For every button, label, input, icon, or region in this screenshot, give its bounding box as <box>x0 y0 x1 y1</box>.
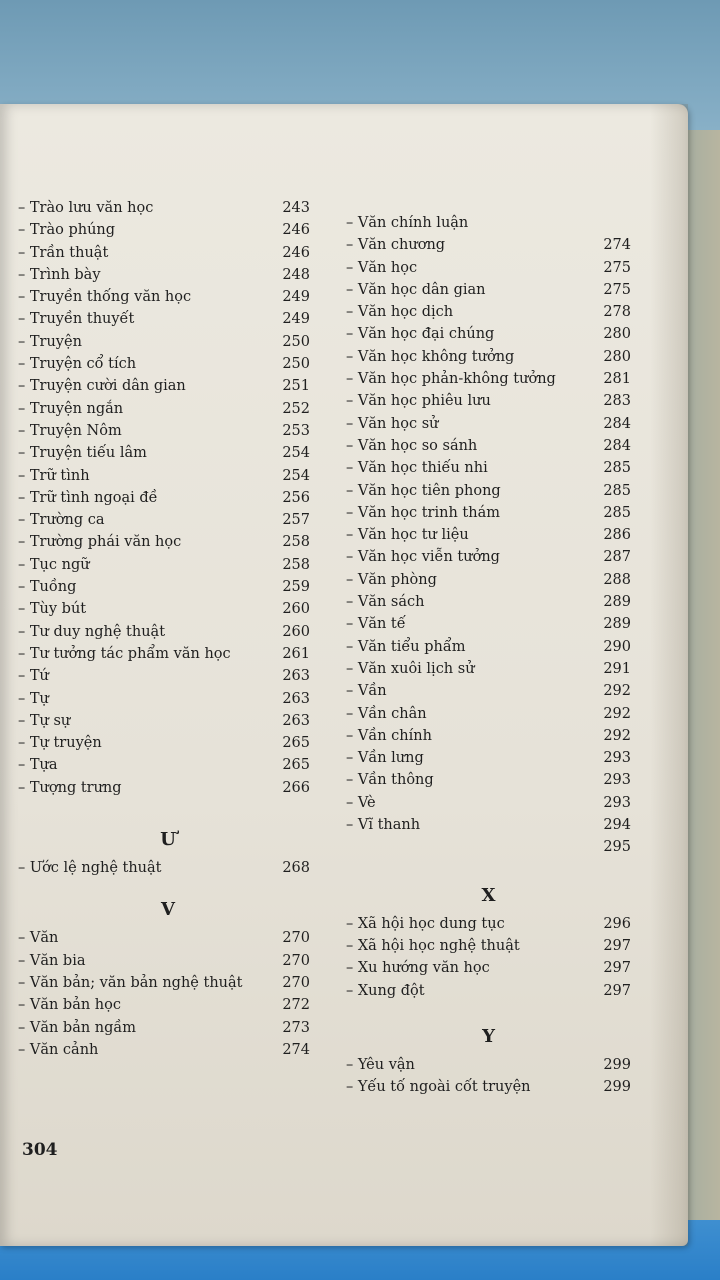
entry-term: – Tựa <box>18 757 58 774</box>
entry-term: – Văn học sử <box>346 415 439 432</box>
entry-term: – Tư duy nghệ thuật <box>18 623 166 640</box>
entry-term: – Vần chân <box>346 705 427 722</box>
index-entry <box>346 483 631 505</box>
entry-term: – Văn học đại chúng <box>346 326 495 343</box>
section-heading-x: X <box>481 884 496 906</box>
entry-page-number: 285 <box>603 460 631 477</box>
index-entry <box>18 356 318 378</box>
index-group-u <box>18 860 318 882</box>
entry-term: – Văn học trinh thám <box>346 504 500 521</box>
entry-page-number: 289 <box>603 616 631 633</box>
entry-page-number: 253 <box>282 422 310 439</box>
entry-term: – Văn học <box>346 259 418 276</box>
entry-page-number: 254 <box>282 467 310 484</box>
entry-page-number: 292 <box>603 727 631 744</box>
index-entry <box>18 401 318 423</box>
entry-term: – Văn chính luận <box>346 215 469 231</box>
entry-term: – Yếu tố ngoài cốt truyện <box>346 1079 531 1096</box>
entry-term: – Trường phái văn học <box>18 534 182 551</box>
entry-term: – Vần <box>346 683 387 700</box>
entry-page-number: 274 <box>603 237 631 254</box>
index-entry <box>346 616 631 638</box>
entry-term: – Trào phúng <box>18 222 116 239</box>
entry-page-number: 286 <box>603 527 631 544</box>
index-entry <box>18 646 318 668</box>
entry-page-number: 248 <box>282 266 310 283</box>
entry-term: – Văn phòng <box>346 571 437 588</box>
entry-page-number: 272 <box>282 997 310 1014</box>
entry-page-number: 293 <box>603 794 631 811</box>
entry-term: – Ước lệ nghệ thuật <box>18 860 162 877</box>
index-entry <box>346 282 631 304</box>
entry-term: – Trường ca <box>18 512 105 529</box>
entry-page-number: 270 <box>282 952 310 969</box>
index-entry <box>346 916 631 938</box>
entry-page-number: 295 <box>603 839 631 856</box>
entry-page-number: 289 <box>603 594 631 611</box>
entry-page-number: 270 <box>282 974 310 991</box>
index-entry <box>346 1057 631 1079</box>
entry-page-number: 252 <box>282 400 310 417</box>
entry-term: – Vè <box>346 794 376 811</box>
index-entry <box>18 334 318 356</box>
entry-term: – Xã hội học dung tục <box>346 915 505 932</box>
index-entry <box>346 527 631 549</box>
index-entry <box>18 930 318 952</box>
entry-page-number: 294 <box>603 817 631 834</box>
entry-page-number: 292 <box>603 683 631 700</box>
entry-term: – Văn tế <box>346 616 406 633</box>
index-group-x <box>346 916 631 1005</box>
entry-page-number: 284 <box>603 415 631 432</box>
index-entry <box>346 750 631 772</box>
entry-page-number: 243 <box>282 200 310 216</box>
entry-page-number: 256 <box>282 489 310 506</box>
entry-term: – Văn chương <box>346 237 446 254</box>
index-entry <box>18 579 318 601</box>
entry-term: – Văn bản ngầm <box>18 1019 137 1036</box>
index-entry <box>346 460 631 482</box>
entry-page-number: 249 <box>282 289 310 306</box>
entry-term: – Truyện ngắn <box>18 400 124 417</box>
index-entry <box>346 817 631 839</box>
entry-term: – Văn <box>18 930 59 947</box>
entry-term: – Tùy bút <box>18 601 87 618</box>
index-group-t <box>18 200 318 802</box>
index-entry <box>18 1020 318 1042</box>
index-entry <box>346 960 631 982</box>
entry-page-number: 275 <box>603 281 631 298</box>
section-heading-v: V <box>161 899 175 921</box>
entry-page-number: 270 <box>282 930 310 947</box>
index-entry <box>18 1042 318 1064</box>
index-entry <box>18 378 318 400</box>
entry-page-number: 297 <box>603 937 631 954</box>
index-entry <box>346 416 631 438</box>
entry-term: – Văn học viễn tưởng <box>346 549 500 566</box>
index-entry <box>18 468 318 490</box>
entry-term: – Văn học dịch <box>346 304 454 321</box>
entry-page-number: 285 <box>603 482 631 499</box>
index-entry <box>346 371 631 393</box>
right-column <box>346 215 631 1101</box>
entry-term: – Văn học phản-không tưởng <box>346 371 556 388</box>
entry-page-number: 273 <box>282 1019 310 1036</box>
index-entry <box>346 938 631 960</box>
entry-page-number: 293 <box>603 772 631 789</box>
entry-page-number: 265 <box>282 757 310 774</box>
entry-page-number: 246 <box>282 244 310 261</box>
entry-term: – Văn bản; văn bản nghệ thuật <box>18 974 243 991</box>
index-entry <box>18 245 318 267</box>
entry-term: – Xã hội học nghệ thuật <box>346 937 520 954</box>
entry-page-number: 280 <box>603 348 631 365</box>
index-entry <box>346 983 631 1005</box>
index-entry <box>18 953 318 975</box>
entry-term: – Văn học dân gian <box>346 281 486 298</box>
entry-page-number: 299 <box>603 1079 631 1096</box>
page-fold-shadow <box>650 104 688 1246</box>
entry-page-number: 258 <box>282 556 310 573</box>
entry-page-number: 263 <box>282 668 310 685</box>
entry-term: – Văn tiểu phẩm <box>346 638 466 655</box>
index-entry <box>346 1079 631 1101</box>
entry-term: – Trữ tình ngoại đề <box>18 489 158 506</box>
entry-term: – Văn học tư liệu <box>346 527 469 544</box>
index-entry <box>346 661 631 683</box>
entry-term: – Truyện tiếu lâm <box>18 445 147 462</box>
entry-term: – Văn học không tưởng <box>346 348 515 365</box>
index-entry <box>346 594 631 616</box>
entry-term: – Truyền thuyết <box>18 311 135 328</box>
entry-term: – Văn bản học <box>18 997 121 1014</box>
index-entry <box>346 795 631 817</box>
entry-term: – Văn học tiên phong <box>346 482 501 499</box>
entry-page-number: 249 <box>282 311 310 328</box>
entry-term: – Yêu vận <box>346 1056 415 1073</box>
section-heading-y: Y <box>482 1025 495 1047</box>
entry-term: – Truyện cười dân gian <box>18 378 186 395</box>
index-entry <box>18 997 318 1019</box>
entry-page-number: 292 <box>603 705 631 722</box>
index-entry <box>18 668 318 690</box>
index-entry <box>18 222 318 244</box>
entry-page-number: 250 <box>282 333 310 350</box>
entry-term: – Trình bày <box>18 266 101 283</box>
index-entry <box>18 200 318 222</box>
index-entry <box>346 639 631 661</box>
entry-page-number: 291 <box>603 660 631 677</box>
index-entry <box>346 839 631 861</box>
index-entry <box>18 534 318 556</box>
entry-page-number: 258 <box>282 534 310 551</box>
index-entry <box>346 304 631 326</box>
index-entry <box>18 860 318 882</box>
entry-page-number: 280 <box>603 326 631 343</box>
entry-term: – Tứ <box>18 668 49 685</box>
index-entry <box>18 601 318 623</box>
entry-term: – Văn cảnh <box>18 1041 99 1058</box>
entry-page-number: 260 <box>282 623 310 640</box>
entry-page-number: 265 <box>282 735 310 752</box>
entry-page-number: 260 <box>282 601 310 618</box>
entry-page-number: 263 <box>282 690 310 707</box>
entry-term: – Truyện cổ tích <box>18 356 137 373</box>
entry-page-number: 297 <box>603 982 631 999</box>
index-entry <box>18 975 318 997</box>
index-entry <box>18 735 318 757</box>
index-entry <box>346 549 631 571</box>
entry-page-number: 246 <box>282 222 310 239</box>
entry-term: – Vần thông <box>346 772 434 789</box>
index-entry <box>346 572 631 594</box>
entry-term: – Truyện Nôm <box>18 422 122 439</box>
entry-page-number: 299 <box>603 1056 631 1073</box>
entry-page-number: 275 <box>603 259 631 276</box>
index-entry <box>18 713 318 735</box>
entry-term: – Tự <box>18 690 49 707</box>
entry-term: – Văn học thiếu nhi <box>346 460 488 477</box>
entry-page-number: 281 <box>603 371 631 388</box>
index-entry <box>18 289 318 311</box>
index-group-y <box>346 1057 631 1102</box>
index-entry <box>346 505 631 527</box>
entry-page-number: 274 <box>282 1041 310 1058</box>
index-group-v <box>18 930 318 1064</box>
entry-term: – Văn học phiêu lưu <box>346 393 491 410</box>
index-entry <box>18 311 318 333</box>
section-heading-u: Ư <box>160 829 176 851</box>
entry-page-number: 257 <box>282 512 310 529</box>
index-group-v-continued <box>346 215 631 862</box>
index-entry <box>346 438 631 460</box>
entry-page-number: 293 <box>603 750 631 767</box>
entry-page-number: 278 <box>603 304 631 321</box>
index-entry <box>346 326 631 348</box>
index-entry <box>18 691 318 713</box>
entry-page-number: 263 <box>282 712 310 729</box>
entry-page-number: 296 <box>603 915 631 932</box>
entry-page-number: 268 <box>282 860 310 877</box>
entry-term: – Văn bia <box>18 952 86 969</box>
entry-term: – Văn sách <box>346 594 425 611</box>
entry-term: – Tư tưởng tác phẩm văn học <box>18 645 231 662</box>
entry-term: – Truyện <box>18 333 82 350</box>
index-entry <box>18 557 318 579</box>
entry-term: – Tuồng <box>18 579 77 596</box>
entry-page-number: 284 <box>603 437 631 454</box>
entry-page-number: 266 <box>282 779 310 796</box>
entry-page-number: 297 <box>603 960 631 977</box>
index-entry <box>346 237 631 259</box>
entry-term: – Tự truyện <box>18 735 102 752</box>
entry-term: – Trần thuật <box>18 244 109 261</box>
index-entry <box>18 757 318 779</box>
entry-term: – Tự sự <box>18 712 71 729</box>
entry-page-number: 251 <box>282 378 310 395</box>
entry-page-number: 250 <box>282 356 310 373</box>
index-entry <box>346 706 631 728</box>
index-entry <box>18 423 318 445</box>
index-entry <box>18 490 318 512</box>
index-entry <box>346 393 631 415</box>
entry-term: – Truyền thống văn học <box>18 289 192 306</box>
entry-term: – Xung đột <box>346 982 425 999</box>
entry-page-number: 290 <box>603 638 631 655</box>
entry-term: – Trào lưu văn học <box>18 200 154 216</box>
entry-page-number: 283 <box>603 393 631 410</box>
entry-page-number: 288 <box>603 571 631 588</box>
entry-page-number: 259 <box>282 579 310 596</box>
index-entry <box>18 445 318 467</box>
entry-term: – Vĩ thanh <box>346 817 421 834</box>
index-entry <box>346 772 631 794</box>
entry-term: – Vần chính <box>346 727 432 744</box>
index-entry <box>346 215 631 237</box>
index-entry <box>18 780 318 802</box>
entry-term: – Trữ tình <box>18 467 90 484</box>
entry-page-number: 254 <box>282 445 310 462</box>
entry-term: – Văn xuôi lịch sử <box>346 660 475 677</box>
entry-page-number: 285 <box>603 504 631 521</box>
index-entry <box>18 512 318 534</box>
index-entry <box>346 683 631 705</box>
entry-page-number: 261 <box>282 645 310 662</box>
entry-term: – Xu hướng văn học <box>346 960 490 977</box>
index-entry <box>18 267 318 289</box>
index-entry <box>346 349 631 371</box>
entry-term: – Tục ngữ <box>18 556 90 573</box>
entry-term: – Vần lưng <box>346 750 424 767</box>
index-entry <box>18 624 318 646</box>
entry-term: – Tượng trưng <box>18 779 122 796</box>
entry-page-number: 287 <box>603 549 631 566</box>
left-column <box>18 200 318 1064</box>
index-entry <box>346 260 631 282</box>
index-entry <box>346 728 631 750</box>
entry-term: – Văn học so sánh <box>346 437 478 454</box>
page-number: 304 <box>22 1140 58 1160</box>
